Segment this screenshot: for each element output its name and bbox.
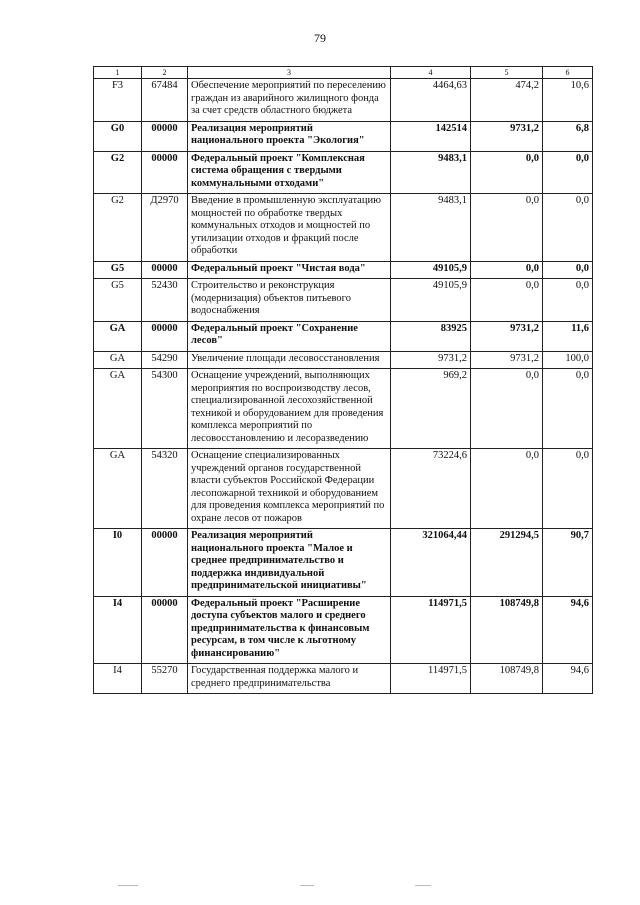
percent-cell: 94,6 xyxy=(543,664,593,694)
name-cell: Федеральный проект "Расширение доступа субъектов малого и среднего предпринимательства к финансовым ресурсам, в том числе к льготному финансированию" xyxy=(188,596,391,664)
percent-cell: 94,6 xyxy=(543,596,593,664)
table-header xyxy=(94,67,593,79)
plan-cell: 9731,2 xyxy=(391,351,471,369)
actual-cell: 291294,5 xyxy=(471,529,543,597)
name-cell: Оснащение специализированных учреждений органов государственной власти субъектов Российской Федерации лесопожарной техникой и оборудованием для проведения комплекса мероприятий по охране лесов от пожаров xyxy=(188,449,391,529)
percent-cell: 90,7 xyxy=(543,529,593,597)
actual-cell: 108749,8 xyxy=(471,596,543,664)
actual-cell: 474,2 xyxy=(471,79,543,122)
plan-cell: 9483,1 xyxy=(391,194,471,262)
column-number-row xyxy=(94,67,593,79)
code-cell: F3 xyxy=(94,79,142,122)
table-row xyxy=(94,279,593,322)
plan-cell: 73224,6 xyxy=(391,449,471,529)
table-row xyxy=(94,151,593,194)
name-cell: Федеральный проект "Комплексная система обращения с твердыми коммунальными отходами" xyxy=(188,151,391,194)
table-row xyxy=(94,194,593,262)
name-cell: Увеличение площади лесовосстановления xyxy=(188,351,391,369)
table-row xyxy=(94,529,593,597)
column-header-3: 3 xyxy=(188,67,391,79)
name-cell: Обеспечение мероприятий по переселению граждан из аварийного жилищного фонда за счет средств областного бюджета xyxy=(188,79,391,122)
percent-cell: 0,0 xyxy=(543,194,593,262)
table-row xyxy=(94,121,593,151)
code-cell: G5 xyxy=(94,279,142,322)
table-body xyxy=(94,79,593,694)
subcode-cell: 00000 xyxy=(142,529,188,597)
actual-cell: 0,0 xyxy=(471,449,543,529)
subcode-cell: 55270 xyxy=(142,664,188,694)
plan-cell: 142514 xyxy=(391,121,471,151)
code-cell: G0 xyxy=(94,121,142,151)
subcode-cell: 67484 xyxy=(142,79,188,122)
subcode-cell: 52430 xyxy=(142,279,188,322)
percent-cell: 11,6 xyxy=(543,321,593,351)
name-cell: Федеральный проект "Сохранение лесов" xyxy=(188,321,391,351)
column-header-2: 2 xyxy=(142,67,188,79)
actual-cell: 9731,2 xyxy=(471,321,543,351)
subcode-cell: Д2970 xyxy=(142,194,188,262)
scan-artifact-mark xyxy=(415,885,431,886)
plan-cell: 49105,9 xyxy=(391,261,471,279)
table-row xyxy=(94,321,593,351)
actual-cell: 0,0 xyxy=(471,194,543,262)
subcode-cell: 00000 xyxy=(142,261,188,279)
table-row xyxy=(94,449,593,529)
table-row xyxy=(94,369,593,449)
code-cell: G2 xyxy=(94,151,142,194)
subcode-cell: 54320 xyxy=(142,449,188,529)
code-cell: G5 xyxy=(94,261,142,279)
percent-cell: 0,0 xyxy=(543,279,593,322)
name-cell: Строительство и реконструкция (модернизация) объектов питьевого водоснабжения xyxy=(188,279,391,322)
actual-cell: 0,0 xyxy=(471,151,543,194)
percent-cell: 10,6 xyxy=(543,79,593,122)
code-cell: I4 xyxy=(94,664,142,694)
budget-table xyxy=(93,66,593,694)
percent-cell: 100,0 xyxy=(543,351,593,369)
percent-cell: 6,8 xyxy=(543,121,593,151)
page-number: 79 xyxy=(314,31,326,45)
column-header-5: 5 xyxy=(471,67,543,79)
actual-cell: 9731,2 xyxy=(471,351,543,369)
percent-cell: 0,0 xyxy=(543,369,593,449)
plan-cell: 969,2 xyxy=(391,369,471,449)
subcode-cell: 54300 xyxy=(142,369,188,449)
percent-cell: 0,0 xyxy=(543,151,593,194)
code-cell: I4 xyxy=(94,596,142,664)
percent-cell: 0,0 xyxy=(543,449,593,529)
subcode-cell: 00000 xyxy=(142,596,188,664)
code-cell: GA xyxy=(94,351,142,369)
percent-cell: 0,0 xyxy=(543,261,593,279)
plan-cell: 49105,9 xyxy=(391,279,471,322)
code-cell: GA xyxy=(94,369,142,449)
subcode-cell: 00000 xyxy=(142,151,188,194)
plan-cell: 114971,5 xyxy=(391,596,471,664)
code-cell: I0 xyxy=(94,529,142,597)
column-header-4: 4 xyxy=(391,67,471,79)
name-cell: Федеральный проект "Чистая вода" xyxy=(188,261,391,279)
name-cell: Введение в промышленную эксплуатацию мощностей по обработке твердых коммунальных отходов и мощностей по утилизации отходов и фракций после обработки xyxy=(188,194,391,262)
name-cell: Реализация мероприятий национального проекта "Малое и среднее предпринимательство и поддержка индивидуальной предпринимательской инициативы" xyxy=(188,529,391,597)
table-row xyxy=(94,596,593,664)
name-cell: Реализация мероприятий национального проекта "Экология" xyxy=(188,121,391,151)
name-cell: Государственная поддержка малого и среднего предпринимательства xyxy=(188,664,391,694)
scan-artifact-mark xyxy=(118,885,138,886)
actual-cell: 108749,8 xyxy=(471,664,543,694)
plan-cell: 114971,5 xyxy=(391,664,471,694)
actual-cell: 0,0 xyxy=(471,261,543,279)
actual-cell: 0,0 xyxy=(471,279,543,322)
subcode-cell: 00000 xyxy=(142,121,188,151)
actual-cell: 9731,2 xyxy=(471,121,543,151)
table-row xyxy=(94,664,593,694)
code-cell: G2 xyxy=(94,194,142,262)
plan-cell: 83925 xyxy=(391,321,471,351)
code-cell: GA xyxy=(94,321,142,351)
table-row xyxy=(94,261,593,279)
column-header-6: 6 xyxy=(543,67,593,79)
plan-cell: 9483,1 xyxy=(391,151,471,194)
plan-cell: 4464,63 xyxy=(391,79,471,122)
actual-cell: 0,0 xyxy=(471,369,543,449)
subcode-cell: 00000 xyxy=(142,321,188,351)
subcode-cell: 54290 xyxy=(142,351,188,369)
column-header-1: 1 xyxy=(94,67,142,79)
scan-artifact-mark xyxy=(300,885,314,886)
name-cell: Оснащение учреждений, выполняющих мероприятия по воспроизводству лесов, специализированной лесохозяйственной техникой и оборудованием для проведения комплекса мероприятий по лесовосстановлению и лесоразведению xyxy=(188,369,391,449)
code-cell: GA xyxy=(94,449,142,529)
table-row xyxy=(94,79,593,122)
table-row xyxy=(94,351,593,369)
plan-cell: 321064,44 xyxy=(391,529,471,597)
